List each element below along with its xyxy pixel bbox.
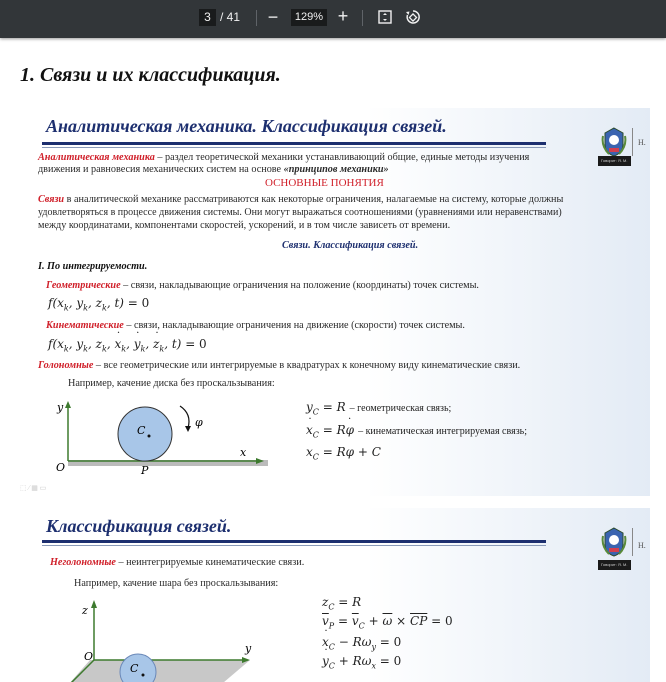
nonholonomic-text: – неинтегрируемые кинематические связи. (115, 557, 305, 568)
label-y: y (57, 401, 64, 414)
kinematic-definition (46, 320, 465, 332)
university-crest-logo (601, 526, 627, 558)
constraints-line-3: между координатами, компонентами скоростей, ускорений, и в том числе зависеть от времени. (38, 220, 451, 231)
equation-zc: $z_C = R$ (322, 595, 362, 612)
definition-text: движения и равновесия механических систем на основе (38, 164, 284, 175)
slide-title: Классификация связей. (46, 516, 232, 536)
title-rule-thin (42, 545, 546, 546)
zoom-in-button[interactable]: + (337, 6, 349, 26)
equation-label: – кинематическая интегрируемая связь; (358, 426, 527, 437)
label-z: z (82, 604, 88, 617)
zoom-level-input[interactable]: 129% (291, 9, 327, 26)
speaker-tooltip: Говорит: Я. М. (598, 156, 631, 166)
label-contact-point: P (141, 464, 149, 477)
rotate-icon[interactable] (405, 9, 421, 25)
principles-text: «принципов механики» (283, 164, 389, 175)
logo-divider (632, 528, 633, 556)
label-origin: O (56, 461, 66, 474)
slide-title: Аналитическая механика. Классификация связей. (46, 116, 447, 136)
label-origin: O (84, 650, 94, 663)
pdf-toolbar (0, 0, 666, 38)
slide-analytical-mechanics (20, 108, 650, 496)
slide-classification (20, 508, 650, 682)
term-geometric: Геометрические (46, 280, 121, 291)
document-heading: 1. Связи и их классификация. (20, 64, 281, 86)
holonomic-text: – все геометрические или интегрируемые в квадратурах к конечному виду кинематические связи. (93, 360, 521, 371)
label-y: y (245, 642, 252, 655)
rotation-arrow (180, 406, 189, 428)
holonomic-definition (38, 360, 520, 372)
example-ball: Например, качение шара без проскальзывания: (74, 578, 279, 589)
example-disk: Например, качение диска без проскальзывания: (68, 378, 275, 389)
constraints-line-2: удовлетворяться в процессе движения системы. Они могут выражаться соотношениями (уравнениями или неравенствами) (38, 207, 562, 218)
equation-velocity: $\overline{v}_P = \overline{v}_C + \overline{\omega} \times \overline{CP} = 0$ (322, 614, 453, 631)
label-center: C (137, 424, 146, 437)
term-constraints: Связи (38, 194, 65, 205)
speaker-tooltip: Говорит: Я. М. (598, 560, 631, 570)
logo-text: Н. (638, 138, 646, 147)
rolling-ball-diagram (60, 594, 290, 682)
university-crest-logo (601, 126, 627, 158)
slide-controls[interactable]: ⬚ ⁄ ▦ ▭ (20, 484, 47, 492)
term-nonholonomic: Неголономные (50, 557, 116, 568)
title-rule (42, 540, 546, 543)
geometric-text: – связи, накладывающие ограничения на положение (координаты) точек системы. (120, 280, 479, 291)
nonholonomic-definition (50, 557, 304, 569)
toolbar-divider (256, 10, 257, 26)
title-rule-thin (42, 147, 546, 148)
page-total: / 41 (220, 10, 241, 24)
logo-text: Н. (638, 541, 646, 550)
equation-integrated: $x_C = R\varphi + C$ (306, 445, 381, 462)
definition-line-1 (38, 152, 529, 164)
toolbar-divider (362, 10, 363, 26)
subtitle-classification: Связи. Классификация связей. (282, 240, 419, 251)
kinematic-text: – связи, накладывающие ограничения на движение (скорости) точек системы. (123, 320, 465, 331)
geometric-equation: $f(x_k$, $y_k$, $z_k$, t) = 0 (48, 296, 150, 313)
equation-xc: x $˙_C - R\omega_y = 0$ (322, 635, 401, 651)
label-center: C (130, 662, 139, 675)
geometric-definition (46, 280, 479, 292)
logo-divider (632, 128, 633, 156)
term-holonomic: Голономные (38, 360, 94, 371)
section-by-integrability: I. По интегрируемости. (38, 261, 148, 272)
page-number-input[interactable]: 3 (199, 9, 216, 26)
constraints-line-1 (38, 194, 563, 206)
kinematic-equation: $f(x_k$, $y_k$, $z_k$, x $˙_k$, y $˙_k$, z $˙_k$, t) = 0 (48, 337, 207, 353)
term-analytical-mechanics: Аналитическая механика (38, 152, 155, 163)
equation-label: – геометрическая связь; (349, 403, 452, 414)
equation-kinematic: x $˙_C = R\varphi$ ˙ – кинематическая интегрируемая связь; (306, 423, 527, 439)
label-angle: φ (195, 416, 203, 429)
section-heading-basic-concepts: ОСНОВНЫЕ ПОНЯТИЯ (265, 177, 384, 189)
fit-page-icon[interactable] (378, 10, 392, 24)
rolling-disk-diagram (50, 398, 280, 478)
ball-center (142, 674, 145, 677)
term-kinematic: Кинематические (46, 320, 124, 331)
zoom-out-button[interactable]: − (267, 7, 279, 27)
definition-line-2 (38, 164, 389, 176)
constraints-text: в аналитической механике рассматриваются как некоторые ограничения, налагаемые на систему, которые должны (64, 194, 564, 205)
disk-center (148, 435, 151, 438)
equation-yc: y $˙_C + R\omega_x = 0$ (322, 654, 401, 670)
title-rule (42, 142, 546, 145)
equation-geometric: $y_C = R$ – геометрическая связь; (306, 400, 452, 417)
definition-text: – раздел теоретической механики устанавливающий общие, единые методы изучения (154, 152, 530, 163)
label-x: x (240, 446, 247, 459)
